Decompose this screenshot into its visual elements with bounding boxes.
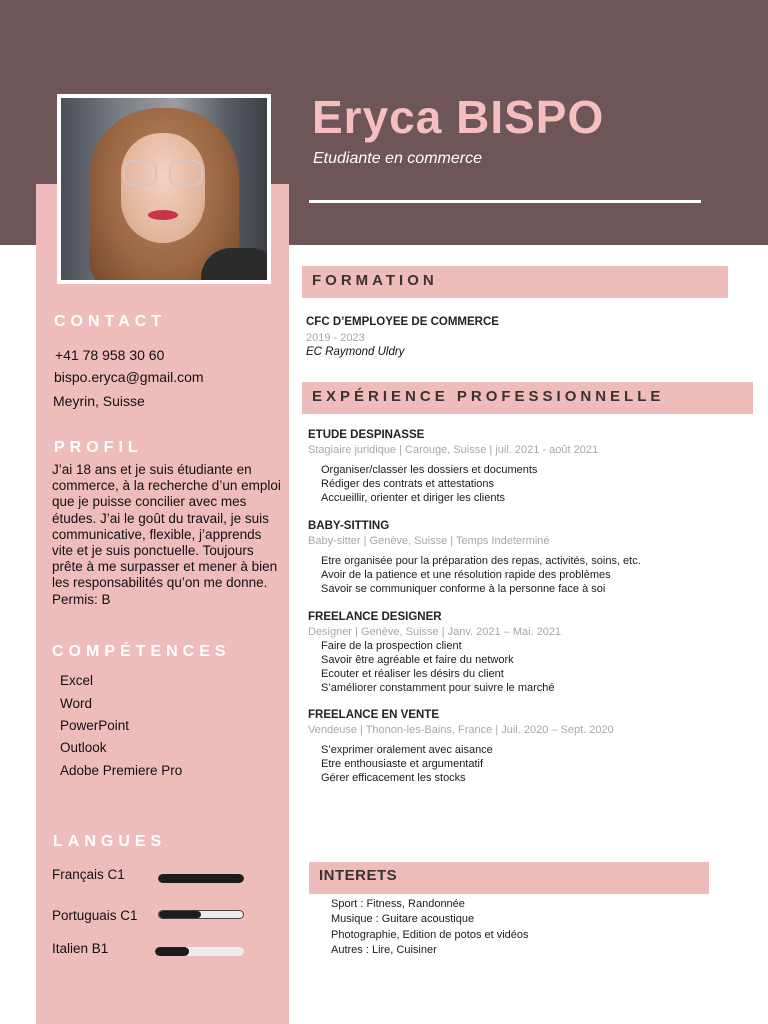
languages-heading: LANGUES: [53, 833, 167, 850]
skill-item: Word: [60, 696, 93, 711]
photo-lips-shape: [148, 210, 178, 220]
formation-title: CFC D’EMPLOYEE DE COMMERCE: [306, 316, 499, 328]
language-label: Italien B1: [52, 941, 109, 956]
interests-band: [309, 862, 709, 894]
job-title: FREELANCE EN VENTE: [308, 709, 439, 721]
experience-heading: EXPÉRIENCE PROFESSIONNELLE: [312, 388, 665, 405]
job-task: Organiser/classer les dossiers et documents: [321, 464, 538, 476]
language-level-bar: [158, 910, 244, 919]
language-level-fill: [155, 947, 189, 956]
job-title: BABY-SITTING: [308, 520, 390, 532]
job-task: Savoir être agréable et faire du network: [321, 654, 514, 666]
job-task: Faire de la prospection client: [321, 640, 462, 652]
job-task: S’exprimer oralement avec aisance: [321, 744, 493, 756]
job-meta: Vendeuse | Thonon-les-Bains, France | Juil. 2020 – Sept. 2020: [308, 724, 614, 736]
glasses-left-lens: [123, 160, 157, 186]
language-level-bar: [158, 874, 244, 883]
profile-photo: [57, 94, 271, 284]
job-meta: Designer | Genève, Suisse | Janv. 2021 – Mai. 2021: [308, 626, 562, 638]
interests-heading: INTERETS: [319, 867, 398, 884]
contact-email: bispo.eryca@gmail.com: [54, 369, 204, 385]
glasses-right-lens: [169, 160, 203, 186]
interest-item: Photographie, Edition de potos et vidéos: [331, 929, 529, 941]
profile-text: J’ai 18 ans et je suis étudiante en commerce, à la recherche d’un emploi que je puisse concilier avec mes études. J’ai le goût du travail, je suis communicative, flexible, j’apprends vite et je suis ponctuelle. Toujours prête à me surpasser et mener à bien les responsabilités qu’on me donne. Permis: B: [52, 462, 281, 607]
job-title: ETUDE DESPINASSE: [308, 429, 425, 441]
formation-school: EC Raymond Uldry: [306, 346, 405, 358]
job-task: Gérer efficacement les stocks: [321, 772, 466, 784]
photo-face-shape: [121, 133, 205, 243]
interest-item: Sport : Fitness, Randonnée: [331, 898, 465, 910]
language-level-fill: [158, 874, 244, 883]
job-meta: Stagiaire juridique | Carouge, Suisse | juil. 2021 - août 2021: [308, 444, 599, 456]
job-task: Avoir de la patience et une résolution rapide des problèmes: [321, 569, 611, 581]
experience-band: [302, 382, 753, 414]
contact-heading: CONTACT: [54, 313, 167, 330]
formation-dates: 2019 - 2023: [306, 332, 365, 344]
job-task: S’améliorer constamment pour suivre le marché: [321, 682, 555, 694]
photo-portrait: [61, 98, 267, 280]
contact-location: Meyrin, Suisse: [53, 393, 145, 409]
skill-item: PowerPoint: [60, 718, 130, 733]
job-task: Rédiger des contrats et attestations: [321, 478, 495, 490]
contact-phone: +41 78 958 30 60: [55, 347, 165, 363]
skill-item: Adobe Premiere Pro: [60, 763, 183, 778]
skill-item: Excel: [60, 673, 94, 688]
language-level-fill: [159, 911, 201, 918]
job-meta: Baby-sitter | Genève, Suisse | Temps Indeterminé: [308, 535, 550, 547]
job-task: Savoir se communiquer conforme à la personne face à soi: [321, 583, 606, 595]
profile-heading: PROFIL: [54, 439, 143, 456]
skills-heading: COMPÉTENCES: [52, 643, 231, 660]
formation-heading: FORMATION: [312, 272, 438, 289]
language-level-bar: [155, 947, 244, 956]
interest-item: Musique : Guitare acoustique: [331, 913, 475, 925]
job-task: Ecouter et réaliser les désirs du client: [321, 668, 504, 680]
formation-band: [302, 266, 728, 298]
person-subtitle: Etudiante en commerce: [313, 150, 482, 167]
header-divider: [309, 200, 701, 203]
job-title: FREELANCE DESIGNER: [308, 611, 442, 623]
person-name: Eryca BISPO: [312, 91, 605, 143]
job-task: Etre enthousiaste et argumentatif: [321, 758, 484, 770]
language-label: Portuguais C1: [52, 908, 138, 923]
interest-item: Autres : Lire, Cuisiner: [331, 944, 437, 956]
job-task: Etre organisée pour la préparation des repas, activités, soins, etc.: [321, 555, 641, 567]
job-task: Accueillir, orienter et diriger les clients: [321, 492, 506, 504]
skill-item: Outlook: [60, 740, 107, 755]
language-label: Français C1: [52, 867, 125, 882]
